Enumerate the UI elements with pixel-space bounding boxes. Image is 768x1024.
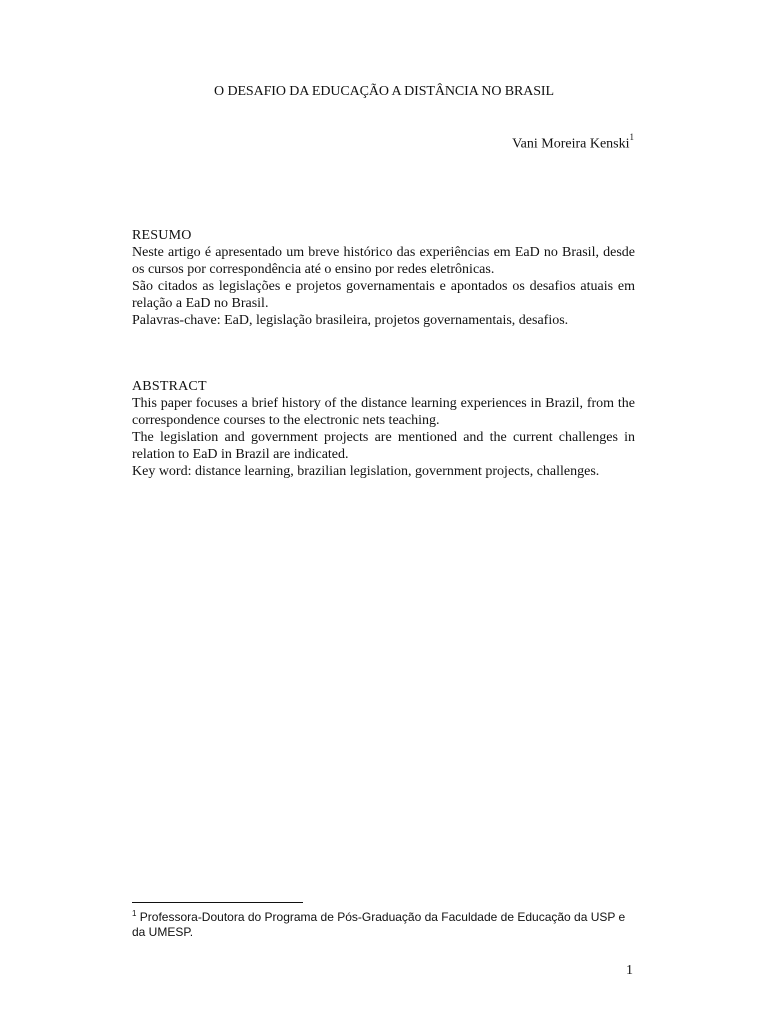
resumo-heading: RESUMO	[132, 228, 192, 243]
resumo-keywords: Palavras-chave: EaD, legislação brasileira, projetos governamentais, desafios.	[132, 313, 569, 328]
footnote-mark: 1	[132, 909, 137, 918]
abstract-heading: ABSTRACT	[132, 379, 207, 394]
abstract-paragraph: This paper focuses a brief history of the distance learning experiences in Brazil, from the correspondence courses to the electronic nets teaching.	[132, 396, 635, 428]
resumo-section	[132, 227, 635, 329]
resumo-paragraph: Neste artigo é apresentado um breve histórico das experiências em EaD no Brasil, desde os cursos por correspondência até o ensino por redes eletrônicas.	[132, 245, 635, 277]
author-footnote-mark: 1	[629, 132, 634, 142]
paper-title: O DESAFIO DA EDUCAÇÃO A DISTÂNCIA NO BRASIL	[214, 84, 554, 99]
footnote-separator	[132, 902, 303, 903]
abstract-paragraph: The legislation and government projects are mentioned and the current challenges in relation to EaD in Brazil are indicated.	[132, 430, 635, 462]
author-name-text: Vani Moreira Kenski	[512, 136, 630, 152]
abstract-section	[132, 378, 635, 480]
footnote	[132, 906, 637, 940]
abstract-keywords: Key word: distance learning, brazilian legislation, government projects, challenges.	[132, 464, 600, 479]
footnote-text: Professora-Doutora do Programa de Pós-Graduação da Faculdade de Educação da USP e da UMESP.	[132, 910, 626, 939]
page-number: 1	[626, 963, 633, 978]
author-name	[512, 134, 634, 153]
resumo-paragraph: São citados as legislações e projetos governamentais e apontados os desafios atuais em relação a EaD no Brasil.	[132, 279, 635, 311]
